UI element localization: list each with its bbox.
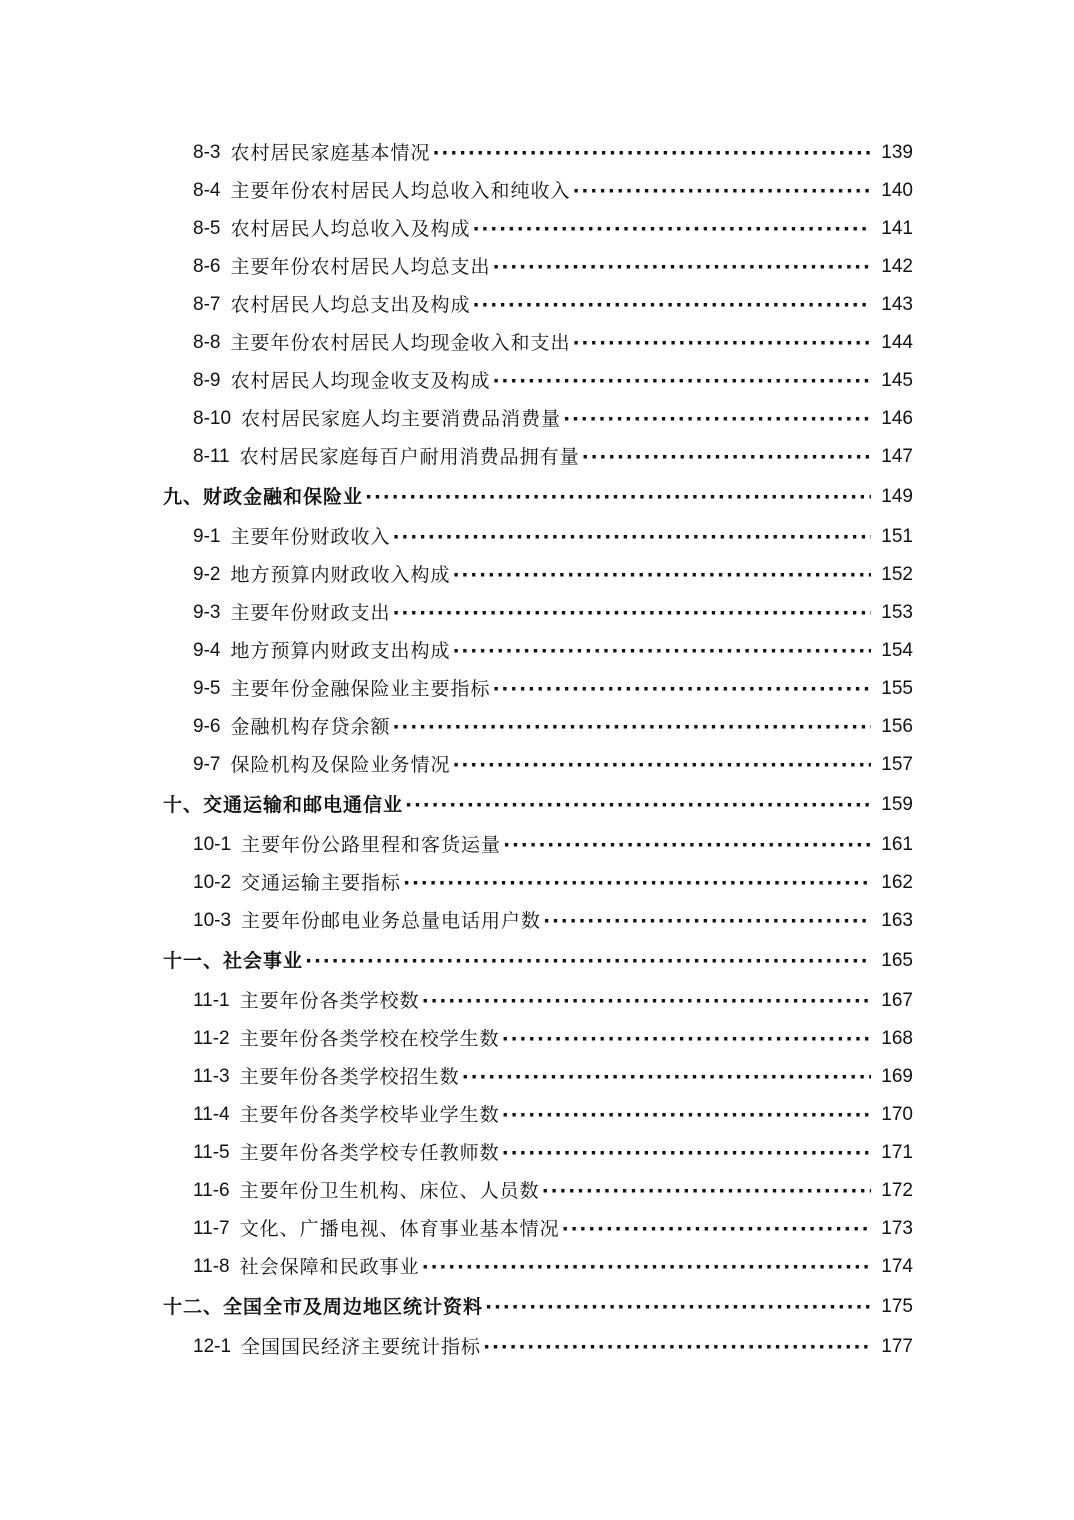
toc-chapter-10[interactable] [0, 785, 1074, 825]
toc-entry-8-9[interactable] [0, 362, 1074, 400]
toc-page-number: 171 [881, 1142, 913, 1163]
dot-leader [562, 1210, 871, 1248]
toc-entry-number: 9-3 [193, 602, 221, 623]
toc-entry-11-1[interactable] [0, 982, 1074, 1020]
dot-leader [472, 210, 871, 248]
toc-entry-number: 10-1 [193, 834, 232, 855]
toc-chapter-title: 九、财政金融和保险业 [163, 486, 364, 508]
toc-page-number: 159 [881, 794, 913, 815]
toc-entry-10-2[interactable] [0, 864, 1074, 902]
toc-entry-title: 农村居民家庭每百户耐用消费品拥有量 [239, 446, 580, 468]
toc-page-number: 152 [881, 564, 913, 585]
toc-entry-11-7[interactable] [0, 1210, 1074, 1248]
toc-chapter-title: 十二、全国全市及周边地区统计资料 [163, 1296, 484, 1318]
dot-leader [432, 134, 871, 172]
dot-leader [572, 172, 871, 210]
toc-entry-9-4[interactable] [0, 632, 1074, 670]
toc-entry-title: 主要年份农村居民人均总支出 [230, 256, 491, 278]
toc-page-number: 169 [881, 1066, 913, 1087]
toc-entry-title: 主要年份各类学校数 [239, 990, 420, 1012]
dot-leader [563, 400, 871, 438]
dot-leader [572, 324, 871, 362]
toc-page-number: 173 [881, 1218, 913, 1239]
toc-entry-11-6[interactable] [0, 1172, 1074, 1210]
toc-page-number: 163 [881, 910, 913, 931]
toc-entry-title: 主要年份卫生机构、床位、人员数 [239, 1180, 540, 1202]
toc-page-number: 175 [881, 1296, 913, 1317]
toc-page-number: 151 [881, 526, 913, 547]
dot-leader [452, 632, 871, 670]
toc-entry-9-6[interactable] [0, 708, 1074, 746]
toc-page-number: 141 [881, 218, 913, 239]
dot-leader [405, 786, 871, 824]
dot-leader [483, 1328, 871, 1366]
toc-entry-number: 8-9 [193, 370, 221, 391]
toc-page-number: 155 [881, 678, 913, 699]
toc-entry-number: 11-2 [193, 1028, 230, 1049]
dot-leader [392, 518, 871, 556]
toc-entry-title: 农村居民家庭基本情况 [230, 142, 431, 164]
toc-entry-9-5[interactable] [0, 670, 1074, 708]
toc-page-number: 139 [881, 142, 913, 163]
toc-entry-8-4[interactable] [0, 172, 1074, 210]
toc-entry-title: 主要年份各类学校在校学生数 [239, 1028, 500, 1050]
toc-entry-number: 8-4 [193, 180, 221, 201]
dot-leader [422, 1248, 871, 1286]
toc-page-number: 168 [881, 1028, 913, 1049]
toc-chapter-title: 十一、社会事业 [163, 950, 304, 972]
toc-entry-10-3[interactable] [0, 902, 1074, 940]
toc-chapter-12[interactable] [0, 1287, 1074, 1327]
dot-leader [472, 286, 871, 324]
toc-page-number: 167 [881, 990, 913, 1011]
toc-entry-8-5[interactable] [0, 210, 1074, 248]
toc-entry-number: 8-7 [193, 294, 221, 315]
toc-entry-number: 10-3 [193, 910, 232, 931]
dot-leader [492, 670, 871, 708]
toc-entry-8-3[interactable] [0, 134, 1074, 172]
toc-entry-title: 主要年份金融保险业主要指标 [230, 678, 491, 700]
toc-entry-9-2[interactable] [0, 556, 1074, 594]
toc-entry-11-3[interactable] [0, 1058, 1074, 1096]
toc-entry-title: 文化、广播电视、体育事业基本情况 [239, 1218, 560, 1240]
toc-entry-title: 主要年份农村居民人均总收入和纯收入 [230, 180, 571, 202]
toc-entry-number: 11-3 [193, 1066, 230, 1087]
toc-entry-title: 主要年份农村居民人均现金收入和支出 [230, 332, 571, 354]
toc-entry-number: 9-1 [193, 526, 221, 547]
toc-entry-title: 农村居民人均总收入及构成 [230, 218, 471, 240]
toc-entry-title: 主要年份各类学校招生数 [239, 1066, 460, 1088]
toc-entry-11-8[interactable] [0, 1248, 1074, 1286]
toc-entry-title: 主要年份各类学校专任教师数 [239, 1142, 500, 1164]
toc-entry-title: 全国国民经济主要统计指标 [241, 1336, 482, 1358]
toc-page-number: 157 [881, 754, 913, 775]
toc-entry-number: 10-2 [193, 872, 232, 893]
toc-entry-number: 11-4 [193, 1104, 230, 1125]
toc-entry-title: 主要年份财政支出 [230, 602, 391, 624]
toc-chapter-11[interactable] [0, 941, 1074, 981]
toc-entry-title: 保险机构及保险业务情况 [230, 754, 451, 776]
dot-leader [543, 902, 871, 940]
dot-leader [392, 708, 871, 746]
toc-page-number: 143 [881, 294, 913, 315]
toc-entry-8-11[interactable] [0, 438, 1074, 476]
toc-page-number: 140 [881, 180, 913, 201]
toc-page-number: 162 [881, 872, 913, 893]
toc-page-number: 174 [881, 1256, 913, 1277]
toc-entry-number: 8-5 [193, 218, 221, 239]
toc-entry-9-3[interactable] [0, 594, 1074, 632]
toc-entry-title: 农村居民人均现金收支及构成 [230, 370, 491, 392]
toc-entry-number: 8-3 [193, 142, 221, 163]
toc-entry-number: 11-6 [193, 1180, 230, 1201]
dot-leader [502, 1096, 871, 1134]
toc-page-number: 149 [881, 486, 913, 507]
dot-leader [492, 362, 871, 400]
toc-page-number: 153 [881, 602, 913, 623]
dot-leader [452, 556, 871, 594]
toc-entry-title: 主要年份邮电业务总量电话用户数 [241, 910, 542, 932]
dot-leader [305, 942, 871, 980]
toc-page-number: 144 [881, 332, 913, 353]
dot-leader [502, 1020, 871, 1058]
toc-page-number: 165 [881, 950, 913, 971]
toc-chapter-title: 十、交通运输和邮电通信业 [163, 794, 404, 816]
toc-chapter-9[interactable] [0, 477, 1074, 517]
toc-entry-number: 9-6 [193, 716, 221, 737]
toc-page-number: 154 [881, 640, 913, 661]
toc-page-number: 156 [881, 716, 913, 737]
toc-page-number: 177 [881, 1336, 913, 1357]
toc-entry-title: 主要年份各类学校毕业学生数 [239, 1104, 500, 1126]
toc-page-number: 142 [881, 256, 913, 277]
toc-entry-number: 11-5 [193, 1142, 230, 1163]
dot-leader [462, 1058, 871, 1096]
toc-entry-8-7[interactable] [0, 286, 1074, 324]
toc-page-number: 146 [881, 408, 913, 429]
toc-entry-number: 8-6 [193, 256, 221, 277]
toc-entry-8-10[interactable] [0, 400, 1074, 438]
toc-entry-title: 社会保障和民政事业 [239, 1256, 420, 1278]
toc-entry-title: 交通运输主要指标 [241, 872, 402, 894]
toc-entry-title: 农村居民人均总支出及构成 [230, 294, 471, 316]
toc-page-number: 172 [881, 1180, 913, 1201]
toc-entry-12-1[interactable] [0, 1328, 1074, 1366]
dot-leader [542, 1172, 871, 1210]
dot-leader [422, 982, 871, 1020]
dot-leader [485, 1288, 871, 1326]
toc-entry-9-7[interactable] [0, 746, 1074, 784]
toc-page-number: 161 [881, 834, 913, 855]
dot-leader [582, 438, 871, 476]
toc-entry-number: 8-10 [193, 408, 232, 429]
toc-page-number: 145 [881, 370, 913, 391]
toc-entry-title: 地方预算内财政支出构成 [230, 640, 451, 662]
toc-entry-11-4[interactable] [0, 1096, 1074, 1134]
toc-page-number: 170 [881, 1104, 913, 1125]
dot-leader [365, 478, 871, 516]
toc-entry-10-1[interactable] [0, 826, 1074, 864]
toc-entry-number: 8-11 [193, 446, 230, 467]
dot-leader [502, 1134, 871, 1172]
toc-entry-number: 9-5 [193, 678, 221, 699]
toc-entry-number: 9-2 [193, 564, 221, 585]
toc-entry-title: 农村居民家庭人均主要消费品消费量 [241, 408, 562, 430]
toc-entry-number: 11-7 [193, 1218, 230, 1239]
dot-leader [403, 864, 871, 902]
toc-entry-number: 8-8 [193, 332, 221, 353]
toc-entry-title: 金融机构存贷余额 [230, 716, 391, 738]
dot-leader [503, 826, 871, 864]
toc-entry-number: 9-4 [193, 640, 221, 661]
toc-entry-title: 主要年份财政收入 [230, 526, 391, 548]
toc-entry-number: 9-7 [193, 754, 221, 775]
dot-leader [492, 248, 871, 286]
toc-entry-title: 地方预算内财政收入构成 [230, 564, 451, 586]
table-of-contents [0, 134, 1074, 1366]
toc-entry-number: 11-1 [193, 990, 230, 1011]
dot-leader [452, 746, 871, 784]
toc-entry-11-5[interactable] [0, 1134, 1074, 1172]
toc-entry-8-6[interactable] [0, 248, 1074, 286]
toc-page-number: 147 [881, 446, 913, 467]
dot-leader [392, 594, 871, 632]
toc-entry-title: 主要年份公路里程和客货运量 [241, 834, 502, 856]
toc-entry-9-1[interactable] [0, 518, 1074, 556]
toc-entry-11-2[interactable] [0, 1020, 1074, 1058]
toc-entry-number: 11-8 [193, 1256, 230, 1277]
toc-entry-number: 12-1 [193, 1336, 232, 1357]
toc-entry-8-8[interactable] [0, 324, 1074, 362]
